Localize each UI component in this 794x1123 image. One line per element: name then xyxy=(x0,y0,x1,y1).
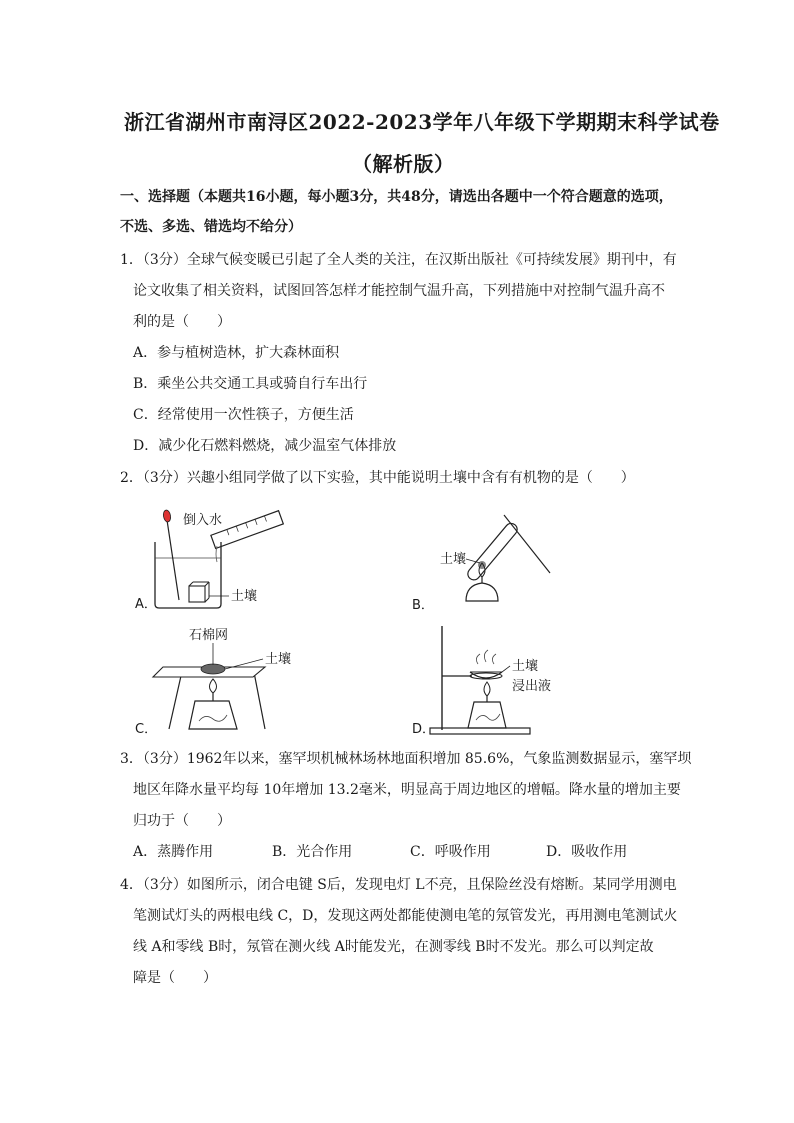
q1-option-d: D．减少化石燃料燃烧，减少温室气体排放 xyxy=(133,438,397,454)
q4-stem-line1: 4．（3分）如图所示，闭合电键 S后，发现电灯 L不亮，且保险丝没有熔断。某同学用测电 xyxy=(120,877,677,893)
q1-stem-line3: 利的是（ ） xyxy=(133,314,231,330)
page-subtitle: （解析版） xyxy=(352,152,455,176)
q3-option-a: A．蒸腾作用 xyxy=(133,844,214,860)
q4-stem-line4: 障是（ ） xyxy=(133,970,217,986)
q3-option-d: D．吸收作用 xyxy=(546,844,628,860)
q1-stem-line2: 论文收集了相关资料，试图回答怎样才能控制气温升高，下列措施中对控制气温升高不 xyxy=(133,283,665,299)
q1-option-b: B．乘坐公共交通工具或骑自行车出行 xyxy=(133,376,368,392)
figure-a-diagram xyxy=(133,500,303,615)
q3-option-b: B．光合作用 xyxy=(272,844,353,860)
figure-a-soil-label: 土壤 xyxy=(231,589,258,604)
figure-d-soil-label: 土壤 xyxy=(512,659,539,674)
q1-stem-line1: 1．（3分）全球气候变暖已引起了全人类的关注，在汉斯出版社《可持续发展》期刊中，有 xyxy=(120,252,677,268)
section-header-line1: 一、选择题（本题共16小题，每小题3分，共48分，请选出各题中一个符合题意的选项， xyxy=(120,189,673,205)
figure-a-water-label: 倒入水 xyxy=(183,513,223,528)
figure-c-gauze-label: 石棉网 xyxy=(189,628,229,643)
figure-d-liquid-label: 浸出液 xyxy=(512,679,552,694)
q3-stem-line2: 地区年降水量平均每 10年增加 13.2毫米，明显高于周边地区的增幅。降水量的增加主要 xyxy=(133,782,681,798)
q1-option-a: A．参与植树造林，扩大森林面积 xyxy=(133,345,340,361)
figure-d-diagram xyxy=(410,620,590,740)
figure-a-letter: A． xyxy=(135,597,157,612)
q3-stem-line3: 归功于（ ） xyxy=(133,813,231,829)
q2-figure-c xyxy=(133,625,303,740)
q2-stem-line1: 2．（3分）兴趣小组同学做了以下实验，其中能说明土壤中含有有机物的是（ ） xyxy=(120,470,635,486)
q2-figure-d xyxy=(410,620,590,740)
q4-stem-line3: 线 A和零线 B时，氖管在测火线 A时能发光，在测零线 B时不发光。那么可以判定故 xyxy=(133,939,654,955)
q3-stem-line1: 3．（3分）1962年以来，塞罕坝机械林场林地面积增加 85.6%，气象监测数据显示，塞罕坝 xyxy=(120,751,692,767)
figure-c-letter: C． xyxy=(135,722,158,737)
q1-option-c: C．经常使用一次性筷子，方便生活 xyxy=(133,407,354,423)
figure-b-diagram xyxy=(410,505,580,617)
q2-figure-b xyxy=(410,505,580,617)
figure-b-letter: B． xyxy=(412,598,434,613)
figure-c-soil-label: 土壤 xyxy=(265,652,292,667)
figure-c-diagram xyxy=(133,625,303,740)
q4-stem-line2: 笔测试灯头的两根电线 C，D，发现这两处都能使测电笔的氖管发光，再用测电笔测试火 xyxy=(133,908,678,924)
page-title: 浙江省湖州市南浔区2022-2023学年八年级下学期期末科学试卷 xyxy=(124,110,720,134)
figure-d-letter: D． xyxy=(412,722,436,737)
q2-figure-a xyxy=(133,500,303,615)
section-header-line2: 不选、多选、错选均不给分） xyxy=(120,219,302,235)
q3-option-c: C．呼吸作用 xyxy=(410,844,491,860)
figure-b-soil-label: 土壤 xyxy=(440,552,467,567)
